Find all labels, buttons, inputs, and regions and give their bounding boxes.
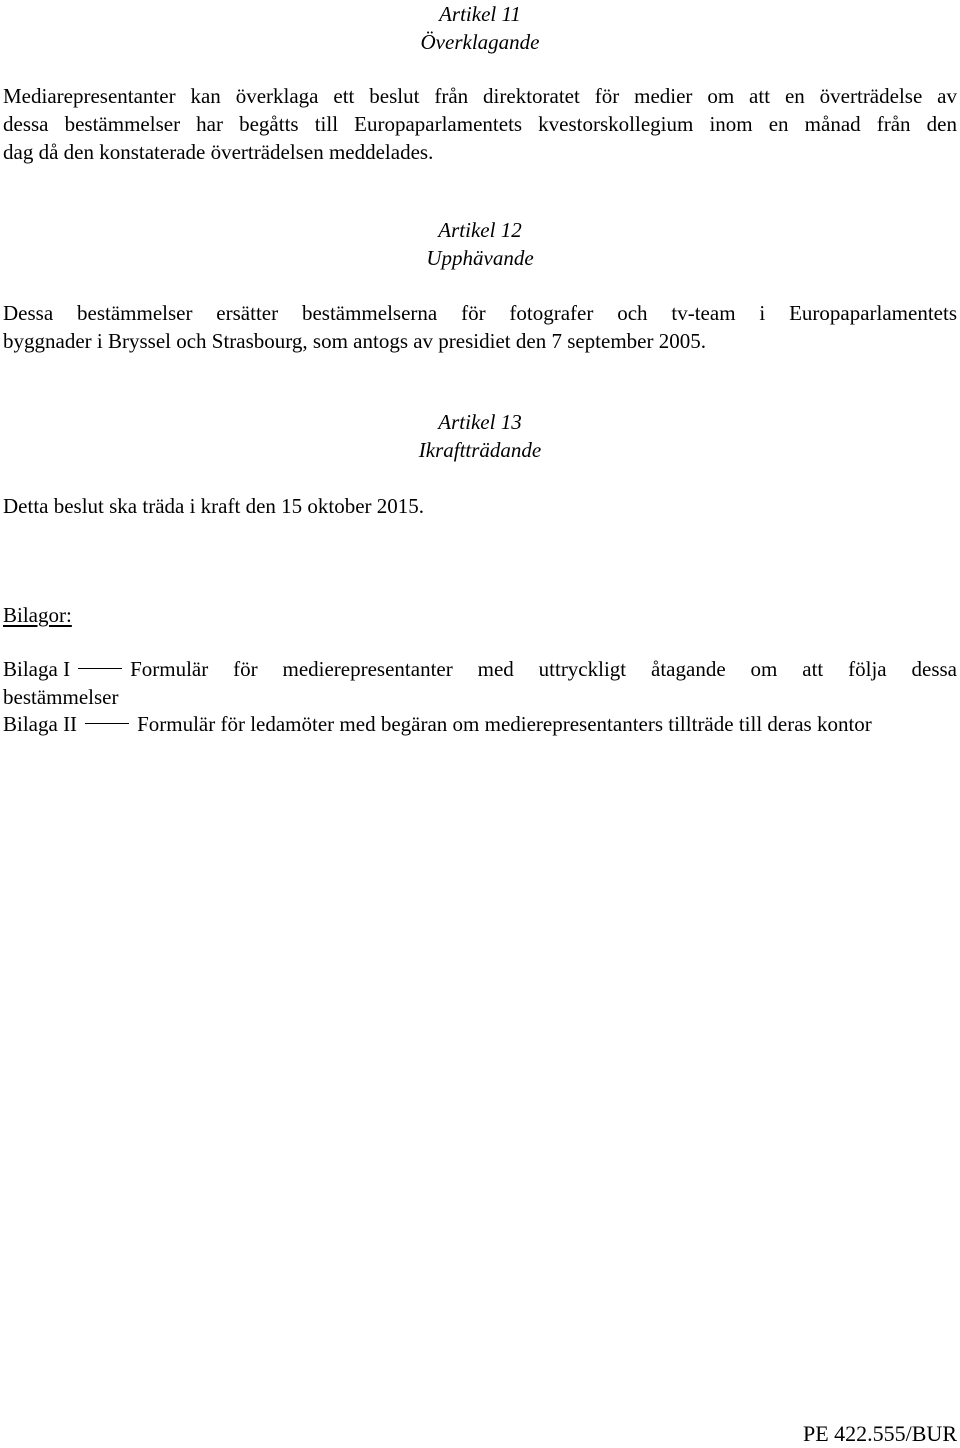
dash-divider <box>85 723 129 724</box>
article-11-number: Artikel 11 <box>439 2 521 26</box>
article-11-title: Överklagande <box>420 30 540 54</box>
article-11-heading <box>0 0 960 56</box>
article-12-line: Dessa bestämmelser ersätter bestämmelserna för fotografer och tv-team i Europaparlamentets <box>3 301 957 325</box>
article-12-line: byggnader i Bryssel och Strasbourg, som antogs av presidiet den 7 september 2005. <box>3 329 706 353</box>
article-13-title: Ikraftträdande <box>418 438 542 462</box>
annex-1-label: Bilaga I <box>3 657 71 681</box>
dash-divider <box>78 668 122 669</box>
article-11-text <box>3 82 957 166</box>
annex-2-label: Bilaga II <box>3 712 78 736</box>
annex-item-1 <box>3 655 957 711</box>
annex-1-text-continued: bestämmelser <box>3 685 119 709</box>
article-13-line: Detta beslut ska träda i kraft den 15 oktober 2015. <box>3 494 425 518</box>
article-12-text <box>3 299 957 355</box>
article-12-heading <box>0 216 960 272</box>
annex-item-2 <box>3 710 957 738</box>
article-13-text <box>3 492 957 520</box>
article-12-number: Artikel 12 <box>438 218 522 242</box>
article-13-number: Artikel 13 <box>438 410 522 434</box>
article-11-line: dag då den konstaterade överträdelsen meddelades. <box>3 140 434 164</box>
article-11-line: Mediarepresentanter kan överklaga ett beslut från direktoratet för medier om att en överträdelse av <box>3 84 957 108</box>
annex-1-text: Formulär för medierepresentanter med uttryckligt åtagande om att följa dessa <box>130 657 957 681</box>
annex-2-text: Formulär för ledamöter med begäran om medierepresentanters tillträde till deras kontor <box>137 712 872 736</box>
annexes-title: Bilagor: <box>3 603 72 627</box>
document-reference: PE 422.555/BUR <box>802 1421 957 1446</box>
article-11-line: dessa bestämmelser har begåtts till Europaparlamentets kvestorskollegium inom en månad från den <box>3 112 957 136</box>
article-13-heading <box>0 408 960 464</box>
article-12-title: Upphävande <box>426 246 534 270</box>
